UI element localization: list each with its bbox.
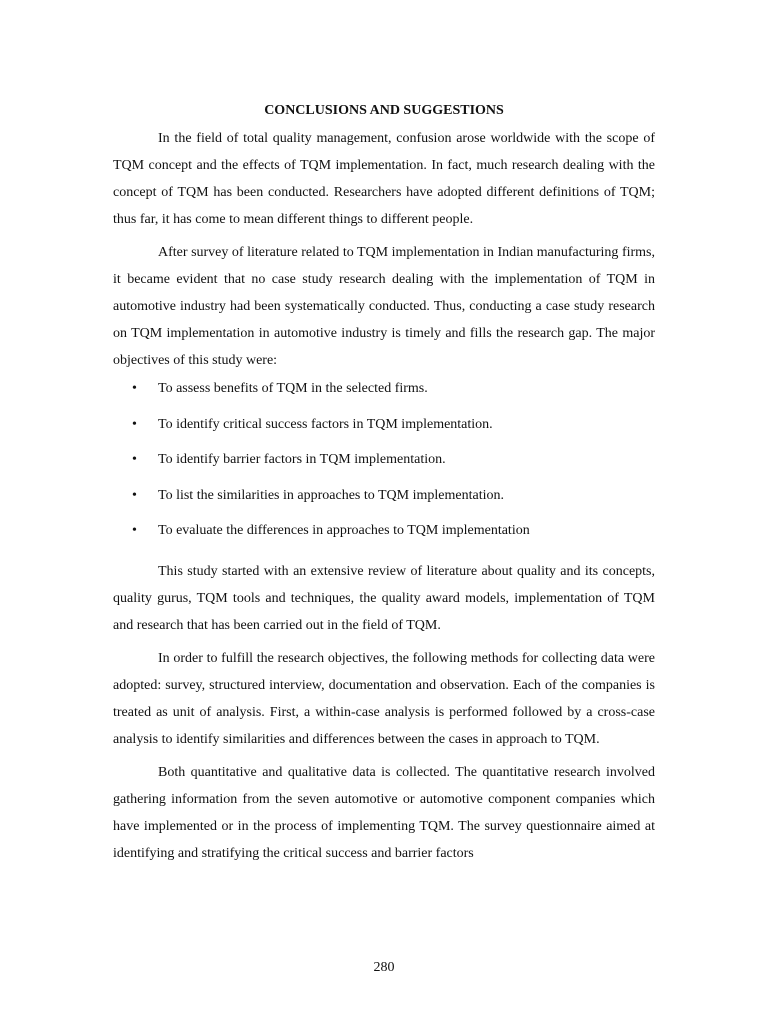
objective-text: To identify barrier factors in TQM implementation. (158, 452, 446, 467)
objective-text: To identify critical success factors in TQM implementation. (158, 416, 493, 432)
bullet-icon: • (132, 523, 137, 538)
document-page (113, 98, 655, 873)
paragraph-literature-review: This study started with an extensive review of literature about quality and its concepts, quality gurus, TQM tools and techniques, the quality award models, implementation of TQM and research that has been carried out in the field of TQM. (113, 563, 655, 633)
list-item (113, 380, 655, 398)
bullet-icon: • (132, 452, 137, 467)
page-number: 280 (373, 960, 395, 975)
paragraph-methods: In order to fulfill the research objectives, the following methods for collecting data were adopted: survey, structured interview, documentation and observation. Each of the companies is treated as unit of analysis. First, a within-case analysis is performed followed by a cross-case analysis to identify similarities and differences between the cases in approach to TQM. (113, 650, 655, 747)
bullet-icon: • (132, 487, 137, 503)
list-item (113, 416, 655, 434)
objective-text: To evaluate the differences in approaches to TQM implementation (158, 523, 530, 538)
list-item (113, 487, 655, 505)
paragraph-data-collection: Both quantitative and qualitative data is collected. The quantitative research involved gathering information from the seven automotive or automotive component companies which have implemented or in the process of implementing TQM. The survey questionnaire aimed at identifying and stratifying the critical success and barrier factors (113, 764, 655, 861)
bullet-icon: • (132, 416, 137, 432)
list-item (113, 451, 655, 469)
objective-text: To list the similarities in approaches to TQM implementation. (158, 487, 504, 503)
objectives-list (113, 380, 655, 540)
list-item (113, 522, 655, 540)
paragraph-literature-survey: After survey of literature related to TQM implementation in Indian manufacturing firms, it became evident that no case study research dealing with the implementation of TQM in automotive industry had been systematically conducted. Thus, conducting a case study research on TQM implementation in automotive industry is timely and fills the research gap. The major objectives of this study were: (113, 245, 655, 368)
bullet-icon: • (132, 381, 137, 396)
paragraph-intro: In the field of total quality management, confusion arose worldwide with the scope of TQM concept and the effects of TQM implementation. In fact, much research dealing with the concept of TQM has been conducted. Researchers have adopted different definitions of TQM; thus far, it has come to mean different things to different people. (113, 131, 655, 227)
objective-text: To assess benefits of TQM in the selected firms. (158, 381, 428, 396)
section-title: CONCLUSIONS AND SUGGESTIONS (264, 103, 504, 118)
